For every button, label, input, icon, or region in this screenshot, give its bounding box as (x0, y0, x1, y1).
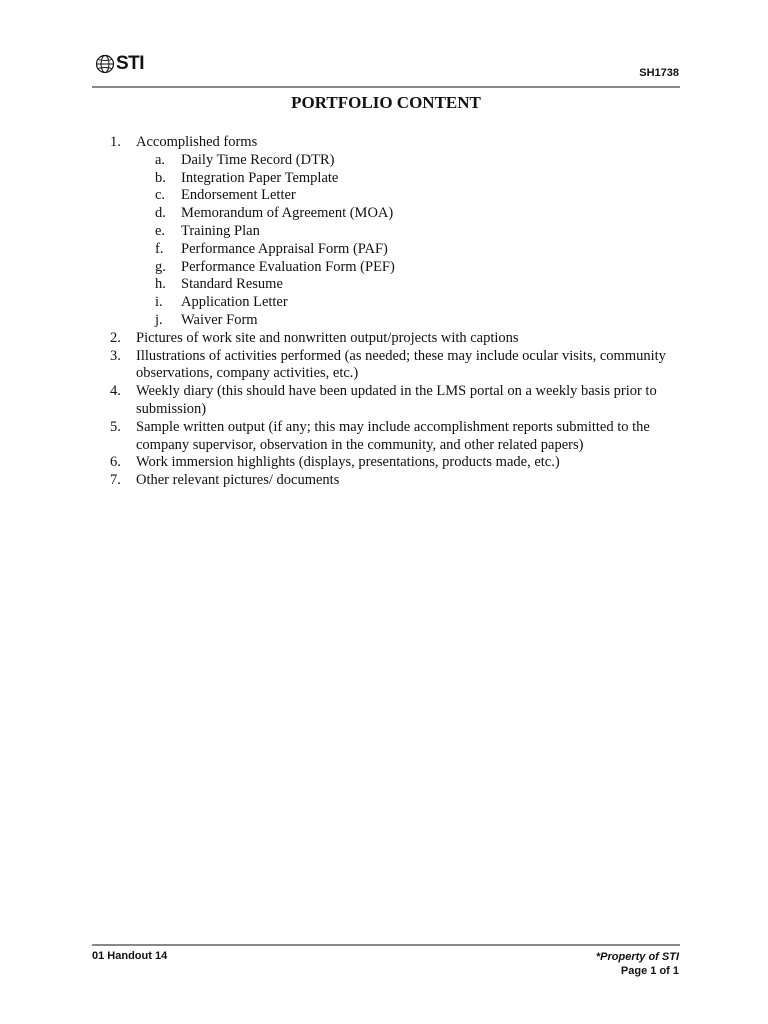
list-item-text: Other relevant pictures/ documents (136, 472, 340, 489)
list-item-number: 1. (110, 134, 121, 150)
footer-divider (92, 944, 680, 946)
sub-item (110, 205, 682, 223)
list-item-text: Weekly diary (this should have been updated in the LMS portal on a weekly basis prior to submission) (136, 383, 657, 417)
list-item (110, 330, 682, 348)
sub-item (110, 259, 682, 277)
sub-item-text: Performance Appraisal Form (PAF) (181, 240, 388, 257)
sub-item-letter: d. (155, 205, 166, 222)
list-item-text: Sample written output (if any; this may include accomplishment reports submitted to the company supervisor, observation in the community, and other related papers) (136, 418, 650, 453)
document-code: SH1738 (639, 67, 679, 79)
list-item-text: Accomplished forms (136, 134, 258, 150)
list-item-number: 5. (110, 418, 121, 435)
header-divider (92, 86, 680, 88)
handout-label: 01 Handout 14 (92, 950, 168, 962)
globe-icon (95, 54, 115, 74)
list-item (110, 348, 682, 384)
sub-item-text: Performance Evaluation Form (PEF) (181, 258, 395, 275)
sub-item (110, 294, 682, 312)
list-item-text: Work immersion highlights (displays, presentations, products made, etc.) (136, 454, 560, 471)
list-item-number: 4. (110, 383, 121, 400)
list-item-number: 7. (110, 472, 121, 489)
sub-item-text: Endorsement Letter (181, 187, 296, 204)
sub-item (110, 223, 682, 241)
list-item-number: 2. (110, 329, 121, 346)
sti-logo (95, 52, 144, 76)
page-title: PORTFOLIO CONTENT (291, 93, 481, 112)
sub-item-letter: j. (155, 311, 163, 328)
portfolio-list (110, 134, 682, 490)
list-item (110, 454, 682, 472)
property-notice: *Property of STI (595, 951, 679, 963)
list-item-number: 3. (110, 347, 121, 364)
sub-item (110, 312, 682, 330)
page-number: Page 1 of 1 (620, 965, 679, 977)
list-item (110, 383, 682, 419)
sub-item-text: Memorandum of Agreement (MOA) (181, 205, 394, 222)
sub-item-letter: h. (155, 276, 166, 293)
list-item-number: 6. (110, 454, 121, 471)
sub-item-letter: b. (155, 169, 166, 186)
sub-item-text: Daily Time Record (DTR) (181, 151, 335, 168)
list-item (110, 419, 682, 455)
sub-item-letter: f. (155, 240, 164, 257)
sub-item (110, 276, 682, 294)
sub-item-text: Waiver Form (181, 311, 258, 328)
sub-item-letter: e. (155, 222, 166, 239)
list-item (110, 472, 682, 490)
sub-item-letter: c. (155, 187, 166, 204)
sub-item (110, 241, 682, 259)
sub-item-text: Application Letter (181, 294, 288, 311)
sub-item (110, 170, 682, 188)
sub-item (110, 152, 682, 170)
sub-item-text: Integration Paper Template (181, 169, 339, 186)
list-item (110, 134, 682, 152)
logo-wordmark: STI (116, 53, 145, 74)
sub-item-text: Training Plan (181, 222, 260, 239)
list-item-text: Illustrations of activities performed (as needed; these may include ocular visits, community observations, company activities, etc.) (136, 347, 666, 382)
sub-item (110, 187, 682, 205)
footer-info (596, 950, 679, 978)
sub-item-letter: i. (155, 294, 163, 311)
sub-item-text: Standard Resume (181, 276, 283, 293)
sub-item-letter: a. (155, 151, 166, 168)
list-item-text: Pictures of work site and nonwritten output/projects with captions (136, 329, 519, 346)
sub-item-letter: g. (155, 258, 166, 275)
